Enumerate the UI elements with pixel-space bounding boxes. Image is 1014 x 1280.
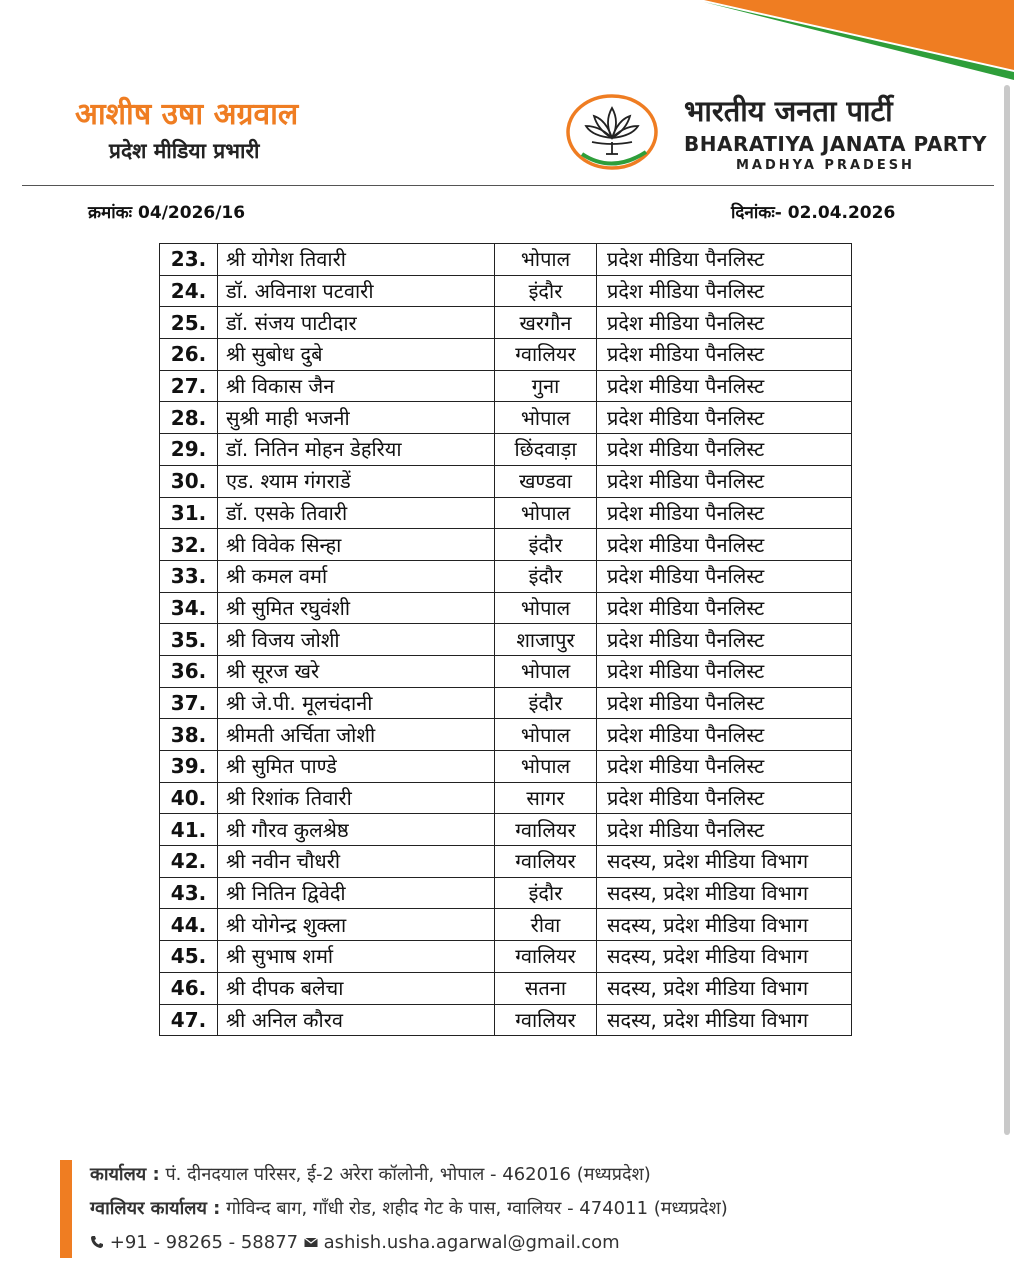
sender-block	[75, 98, 298, 165]
member-role: सदस्य, प्रदेश मीडिया विभाग	[597, 972, 852, 1004]
member-name: श्री सूरज खरे	[218, 655, 495, 687]
member-city: ग्वालियर	[495, 846, 597, 878]
row-number: 25.	[160, 307, 218, 339]
member-name: श्री सुमित रघुवंशी	[218, 592, 495, 624]
table-row	[160, 370, 852, 402]
row-number: 38.	[160, 719, 218, 751]
row-number: 32.	[160, 529, 218, 561]
member-role: प्रदेश मीडिया पैनलिस्ट	[597, 275, 852, 307]
member-role: प्रदेश मीडिया पैनलिस्ट	[597, 497, 852, 529]
member-city: छिंदवाड़ा	[495, 434, 597, 466]
table-row	[160, 339, 852, 371]
member-name: श्री अनिल कौरव	[218, 1004, 495, 1036]
member-name: डॉ. अविनाश पटवारी	[218, 275, 495, 307]
row-number: 35.	[160, 624, 218, 656]
member-city: खरगौन	[495, 307, 597, 339]
row-number: 26.	[160, 339, 218, 371]
member-name: श्री योगेश तिवारी	[218, 244, 495, 276]
table-row	[160, 751, 852, 783]
member-role: प्रदेश मीडिया पैनलिस्ट	[597, 751, 852, 783]
member-city: सागर	[495, 782, 597, 814]
member-city: ग्वालियर	[495, 1004, 597, 1036]
row-number: 46.	[160, 972, 218, 1004]
row-number: 41.	[160, 814, 218, 846]
table-row	[160, 307, 852, 339]
row-number: 24.	[160, 275, 218, 307]
member-role: प्रदेश मीडिया पैनलिस्ट	[597, 592, 852, 624]
row-number: 33.	[160, 560, 218, 592]
row-number: 28.	[160, 402, 218, 434]
corner-stripe-decoration	[704, 0, 1014, 80]
table-row	[160, 497, 852, 529]
row-number: 34.	[160, 592, 218, 624]
table-row	[160, 275, 852, 307]
member-role: प्रदेश मीडिया पैनलिस्ट	[597, 307, 852, 339]
member-role: प्रदेश मीडिया पैनलिस्ट	[597, 624, 852, 656]
table-row	[160, 877, 852, 909]
table-row	[160, 972, 852, 1004]
member-city: भोपाल	[495, 719, 597, 751]
member-name: डॉ. नितिन मोहन डेहरिया	[218, 434, 495, 466]
row-number: 43.	[160, 877, 218, 909]
member-city: सतना	[495, 972, 597, 1004]
table-row	[160, 687, 852, 719]
table-row	[160, 909, 852, 941]
scrollbar[interactable]	[1004, 85, 1010, 1135]
member-city: खण्डवा	[495, 465, 597, 497]
gwalior-office-line	[90, 1194, 728, 1228]
row-number: 45.	[160, 941, 218, 973]
member-role: प्रदेश मीडिया पैनलिस्ट	[597, 339, 852, 371]
row-number: 40.	[160, 782, 218, 814]
party-name-hindi: भारतीय जनता पार्टी	[684, 94, 893, 128]
table-row	[160, 624, 852, 656]
row-number: 30.	[160, 465, 218, 497]
member-name: श्री कमल वर्मा	[218, 560, 495, 592]
party-state: MADHYA PRADESH	[736, 157, 915, 173]
table-row	[160, 592, 852, 624]
member-role: प्रदेश मीडिया पैनलिस्ट	[597, 687, 852, 719]
member-name: श्री सुमित पाण्डे	[218, 751, 495, 783]
office-address: पं. दीनदयाल परिसर, ई-2 अरेरा कॉलोनी, भोपाल - 462016 (मध्यप्रदेश)	[165, 1164, 651, 1185]
member-role: प्रदेश मीडिया पैनलिस्ट	[597, 814, 852, 846]
member-name: डॉ. एसके तिवारी	[218, 497, 495, 529]
party-name-english: BHARATIYA JANATA PARTY	[684, 131, 987, 156]
gwalior-office-label: ग्वालियर कार्यालय :	[90, 1198, 221, 1219]
row-number: 39.	[160, 751, 218, 783]
row-number: 44.	[160, 909, 218, 941]
table-row	[160, 529, 852, 561]
member-role: प्रदेश मीडिया पैनलिस्ट	[597, 560, 852, 592]
member-city: भोपाल	[495, 592, 597, 624]
member-city: भोपाल	[495, 497, 597, 529]
header-divider	[22, 185, 994, 186]
member-name: श्री विजय जोशी	[218, 624, 495, 656]
member-name: श्रीमती अर्चिता जोशी	[218, 719, 495, 751]
member-role: सदस्य, प्रदेश मीडिया विभाग	[597, 877, 852, 909]
table-row	[160, 434, 852, 466]
member-city: गुना	[495, 370, 597, 402]
member-name: श्री सुभाष शर्मा	[218, 941, 495, 973]
member-name: श्री विकास जैन	[218, 370, 495, 402]
member-role: प्रदेश मीडिया पैनलिस्ट	[597, 402, 852, 434]
member-name: श्री विवेक सिन्हा	[218, 529, 495, 561]
party-block	[684, 96, 987, 173]
row-number: 31.	[160, 497, 218, 529]
table-row	[160, 1004, 852, 1036]
member-city: इंदौर	[495, 560, 597, 592]
member-city: इंदौर	[495, 687, 597, 719]
row-number: 47.	[160, 1004, 218, 1036]
row-number: 27.	[160, 370, 218, 402]
phone-number: +91 - 98265 - 58877	[109, 1232, 299, 1253]
date-label: दिनांकः-	[731, 203, 782, 223]
table-row	[160, 941, 852, 973]
lotus-emblem-icon	[562, 92, 662, 172]
member-role: प्रदेश मीडिया पैनलिस्ट	[597, 244, 852, 276]
contact-line	[90, 1228, 728, 1262]
member-role: प्रदेश मीडिया पैनलिस्ट	[597, 465, 852, 497]
reference-label: क्रमांकः	[88, 203, 133, 223]
member-name: डॉ. संजय पाटीदार	[218, 307, 495, 339]
member-role: सदस्य, प्रदेश मीडिया विभाग	[597, 1004, 852, 1036]
member-city: इंदौर	[495, 877, 597, 909]
member-name: एड. श्याम गंगराडें	[218, 465, 495, 497]
sender-name: आशीष उषा अग्रवाल	[75, 97, 299, 132]
table-row	[160, 719, 852, 751]
gwalior-office-address: गोविन्द बाग, गाँधी रोड, शहीद गेट के पास, ग्वालियर - 474011 (मध्यप्रदेश)	[226, 1198, 728, 1219]
reference-value: 04/2026/16	[138, 203, 246, 223]
member-name: श्री नवीन चौधरी	[218, 846, 495, 878]
office-label: कार्यालय :	[90, 1164, 160, 1185]
letter-date	[731, 200, 895, 223]
member-role: सदस्य, प्रदेश मीडिया विभाग	[597, 941, 852, 973]
member-city: भोपाल	[495, 244, 597, 276]
footer	[60, 1160, 728, 1262]
table-row	[160, 782, 852, 814]
member-city: शाजापुर	[495, 624, 597, 656]
row-number: 29.	[160, 434, 218, 466]
member-name: श्री जे.पी. मूलचंदानी	[218, 687, 495, 719]
sender-role: प्रदेश मीडिया प्रभारी	[109, 138, 260, 163]
table-row	[160, 560, 852, 592]
table-row	[160, 244, 852, 276]
member-city: भोपाल	[495, 655, 597, 687]
member-city: ग्वालियर	[495, 814, 597, 846]
office-address-line	[90, 1160, 728, 1194]
member-city: ग्वालियर	[495, 941, 597, 973]
member-role: प्रदेश मीडिया पैनलिस्ट	[597, 655, 852, 687]
envelope-icon	[304, 1235, 318, 1249]
table-row	[160, 465, 852, 497]
member-city: इंदौर	[495, 529, 597, 561]
table-row	[160, 402, 852, 434]
row-number: 37.	[160, 687, 218, 719]
member-city: ग्वालियर	[495, 339, 597, 371]
member-role: सदस्य, प्रदेश मीडिया विभाग	[597, 909, 852, 941]
member-role: प्रदेश मीडिया पैनलिस्ट	[597, 529, 852, 561]
table-row	[160, 814, 852, 846]
member-city: भोपाल	[495, 751, 597, 783]
member-name: श्री रिशांक तिवारी	[218, 782, 495, 814]
date-value: 02.04.2026	[787, 203, 896, 223]
member-role: सदस्य, प्रदेश मीडिया विभाग	[597, 846, 852, 878]
member-name: श्री दीपक बलेचा	[218, 972, 495, 1004]
row-number: 42.	[160, 846, 218, 878]
member-city: भोपाल	[495, 402, 597, 434]
member-table	[159, 243, 852, 1036]
phone-icon	[90, 1235, 104, 1249]
table-row	[160, 655, 852, 687]
member-city: रीवा	[495, 909, 597, 941]
member-name: श्री गौरव कुलश्रेष्ठ	[218, 814, 495, 846]
footer-accent-bar	[60, 1160, 72, 1258]
reference-number	[88, 200, 245, 223]
member-name: सुश्री माही भजनी	[218, 402, 495, 434]
member-name: श्री नितिन द्विवेदी	[218, 877, 495, 909]
member-name: श्री सुबोध दुबे	[218, 339, 495, 371]
row-number: 23.	[160, 244, 218, 276]
member-role: प्रदेश मीडिया पैनलिस्ट	[597, 370, 852, 402]
member-role: प्रदेश मीडिया पैनलिस्ट	[597, 782, 852, 814]
member-name: श्री योगेन्द्र शुक्ला	[218, 909, 495, 941]
row-number: 36.	[160, 655, 218, 687]
member-role: प्रदेश मीडिया पैनलिस्ट	[597, 434, 852, 466]
table-row	[160, 846, 852, 878]
member-city: इंदौर	[495, 275, 597, 307]
email-address: ashish.usha.agarwal@gmail.com	[323, 1232, 620, 1253]
member-role: प्रदेश मीडिया पैनलिस्ट	[597, 719, 852, 751]
